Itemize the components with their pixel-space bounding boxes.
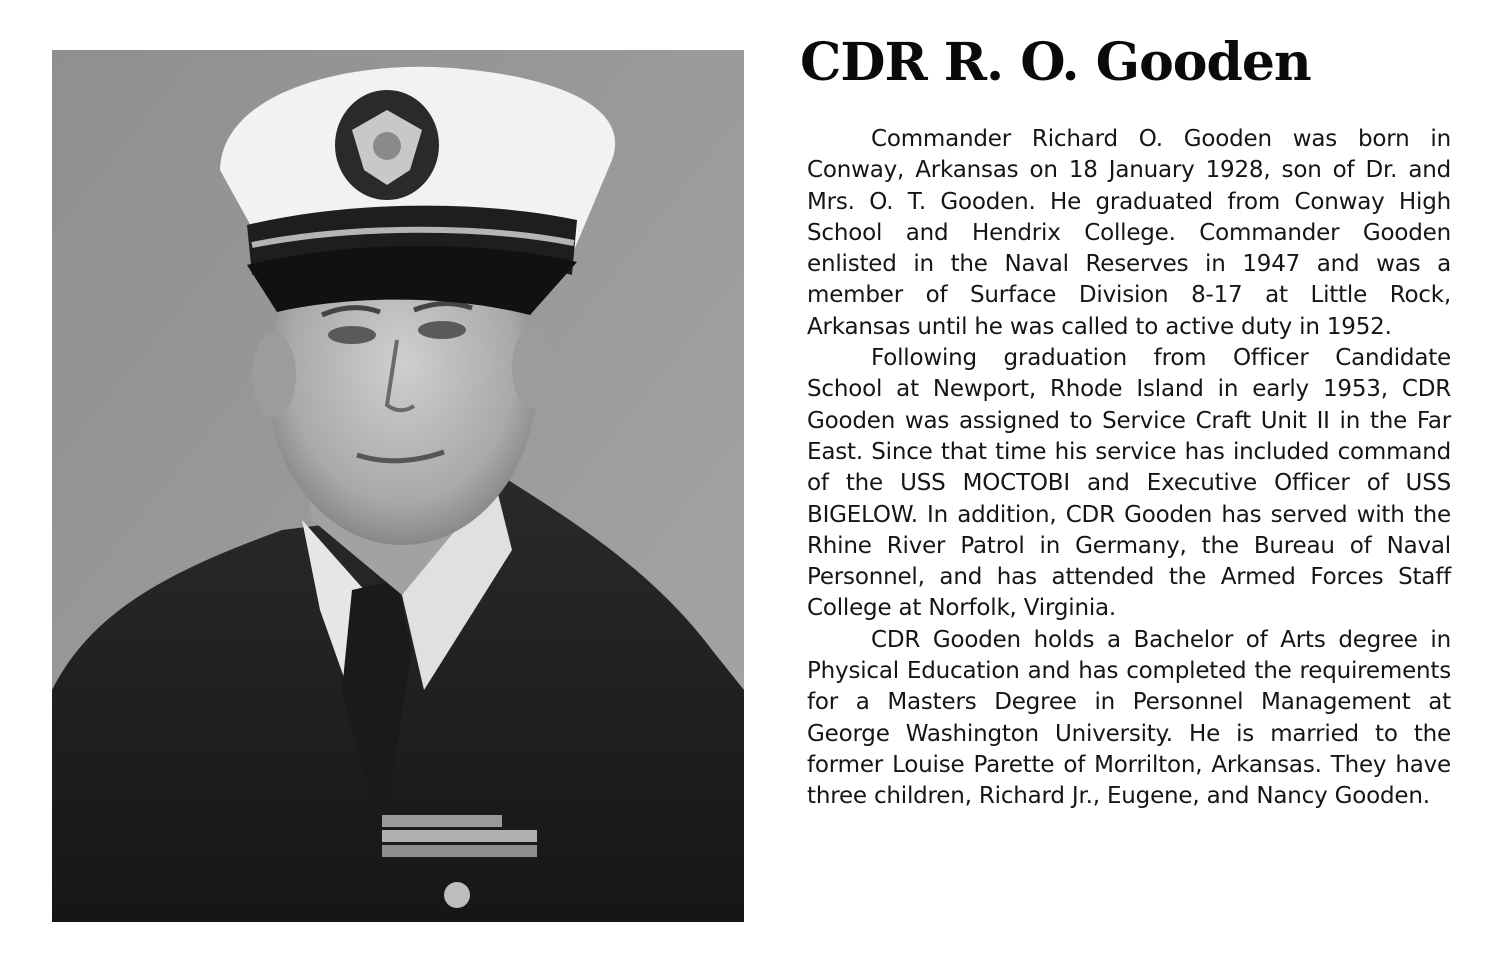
biography-text xyxy=(807,124,1451,813)
bio-paragraph: Commander Richard O. Gooden was born in Conway, Arkansas on 18 January 1928, son of Dr. and Mrs. O. T. Gooden. He graduated from Conway High School and Hendrix College. Commander Gooden enlisted in the Naval Reserves in 1947 and was a member of Surface Division 8-17 at Little Rock, Arkansas until he was called to active duty in 1952. xyxy=(807,126,1451,340)
portrait-photo xyxy=(52,50,744,922)
portrait-illustration xyxy=(52,50,744,922)
bio-paragraph: Following graduation from Officer Candidate School at Newport, Rhode Island in early 1953, CDR Gooden was assigned to Service Craft Unit II in the Far East. Since that time his service has included command of the USS MOCTOBI and Executive Officer of USS BIGELOW. In addition, CDR Gooden has served with the Rhine River Patrol in Germany, the Bureau of Naval Personnel, and has attended the Armed Forces Staff College at Norfolk, Virginia. xyxy=(807,345,1451,622)
page-title: CDR R. O. Gooden xyxy=(800,32,1311,93)
bio-paragraph: CDR Gooden holds a Bachelor of Arts degree in Physical Education and has completed the requirements for a Masters Degree in Personnel Management at George Washington University. He is married to the former Louise Parette of Morrilton, Arkansas. They have three children, Richard Jr., Eugene, and Nancy Gooden. xyxy=(807,626,1451,810)
